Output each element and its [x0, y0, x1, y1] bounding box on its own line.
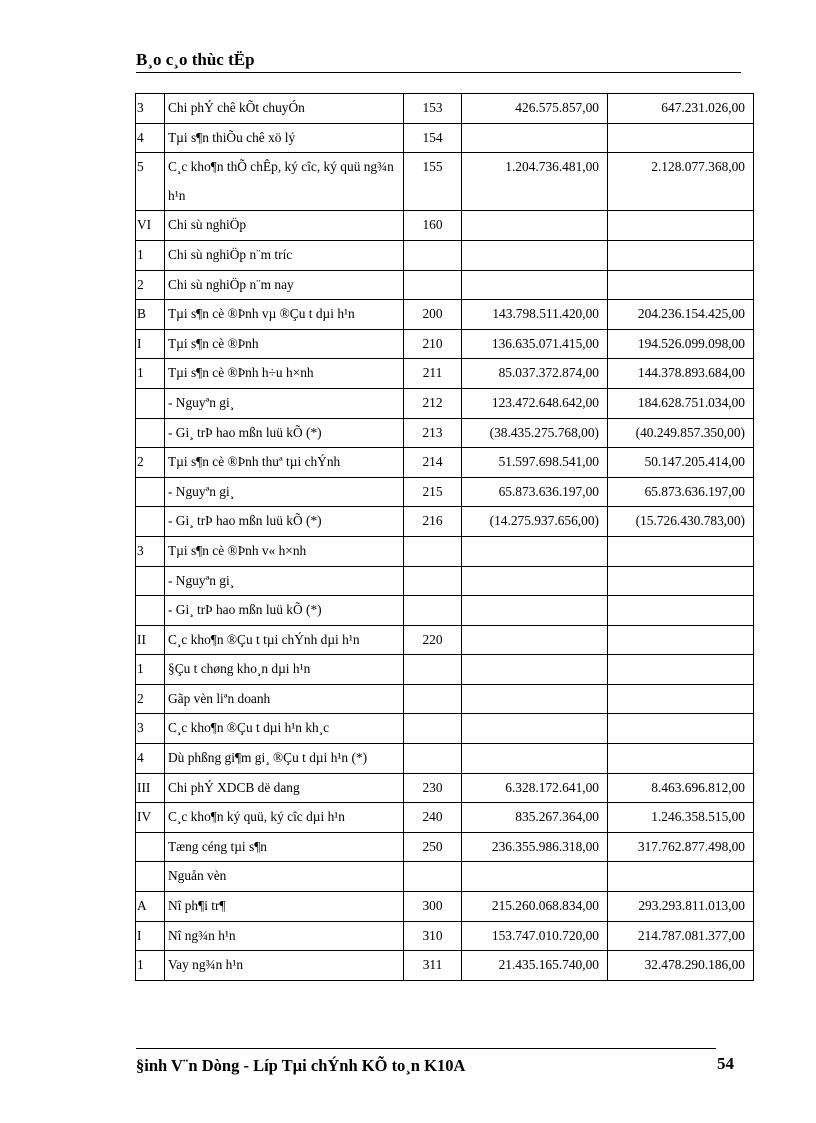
row-index: 2: [136, 448, 165, 478]
row-code: 310: [404, 921, 462, 951]
row-index: [136, 566, 165, 596]
row-name: C¸c kho¶n ®Çu t tµi chÝnh dµi h¹n: [165, 625, 404, 655]
table-row: [136, 270, 754, 300]
row-name: §Çu t chøng kho¸n dµi h¹n: [165, 655, 404, 685]
row-index: 3: [136, 94, 165, 124]
row-name: Chi phÝ chê kÕt chuyÓn: [165, 94, 404, 124]
row-value-end: [608, 596, 754, 626]
row-name: C¸c kho¶n thÕ chÊp, ký cîc, ký quü ng¾n h¹n: [165, 153, 404, 211]
row-index: 3: [136, 536, 165, 566]
row-value-start: 51.597.698.541,00: [462, 448, 608, 478]
row-index: [136, 862, 165, 892]
row-index: 3: [136, 714, 165, 744]
row-value-start: 835.267.364,00: [462, 803, 608, 833]
table-row: [136, 123, 754, 153]
row-value-end: 214.787.081.377,00: [608, 921, 754, 951]
row-name: Nguån vèn: [165, 862, 404, 892]
row-code: [404, 240, 462, 270]
table-row: [136, 951, 754, 981]
row-value-start: 1.204.736.481,00: [462, 153, 608, 211]
row-value-end: 293.293.811.013,00: [608, 892, 754, 922]
row-index: B: [136, 300, 165, 330]
row-value-end: (40.249.857.350,00): [608, 418, 754, 448]
row-value-end: [608, 684, 754, 714]
row-value-start: [462, 240, 608, 270]
row-code: 230: [404, 773, 462, 803]
row-value-start: [462, 655, 608, 685]
row-index: I: [136, 921, 165, 951]
row-index: 2: [136, 684, 165, 714]
row-value-start: [462, 123, 608, 153]
row-code: [404, 270, 462, 300]
footer-author: §inh V¨n Dòng - Líp Tµi chÝnh KÕ to¸n K10A: [136, 1056, 466, 1075]
row-value-end: 194.526.099.098,00: [608, 329, 754, 359]
table-row: [136, 211, 754, 241]
row-name: Nî ng¾n h¹n: [165, 921, 404, 951]
row-value-end: [608, 744, 754, 774]
row-code: 200: [404, 300, 462, 330]
row-code: 212: [404, 388, 462, 418]
row-index: [136, 596, 165, 626]
row-code: 154: [404, 123, 462, 153]
row-value-start: [462, 744, 608, 774]
row-value-end: 50.147.205.414,00: [608, 448, 754, 478]
row-name: Gãp vèn liªn doanh: [165, 684, 404, 714]
row-code: [404, 536, 462, 566]
table-row: [136, 94, 754, 124]
row-code: [404, 684, 462, 714]
table-row: [136, 536, 754, 566]
row-code: [404, 655, 462, 685]
page-header: B¸o c¸o thùc tËp: [136, 50, 255, 69]
page-number: 54: [717, 1054, 734, 1073]
row-name: Tµi s¶n cè ®Þnh vµ ®Çu t dµi h¹n: [165, 300, 404, 330]
row-name: - Nguyªn gi¸: [165, 477, 404, 507]
row-code: [404, 714, 462, 744]
row-code: [404, 862, 462, 892]
row-index: 4: [136, 123, 165, 153]
row-index: 5: [136, 153, 165, 211]
row-value-end: [608, 270, 754, 300]
row-code: 213: [404, 418, 462, 448]
row-value-start: 85.037.372.874,00: [462, 359, 608, 389]
table-row: [136, 625, 754, 655]
table-row: [136, 862, 754, 892]
row-index: 1: [136, 240, 165, 270]
table-row: [136, 566, 754, 596]
table-row: [136, 300, 754, 330]
row-value-start: [462, 684, 608, 714]
row-value-start: [462, 211, 608, 241]
row-value-end: 184.628.751.034,00: [608, 388, 754, 418]
row-code: [404, 596, 462, 626]
row-name: Chi sù nghiÖp n¨m nay: [165, 270, 404, 300]
row-value-start: 426.575.857,00: [462, 94, 608, 124]
row-value-start: [462, 566, 608, 596]
row-index: [136, 388, 165, 418]
row-name: Nî ph¶i tr¶: [165, 892, 404, 922]
row-name: - Nguyªn gi¸: [165, 566, 404, 596]
row-value-end: 32.478.290.186,00: [608, 951, 754, 981]
row-value-start: (38.435.275.768,00): [462, 418, 608, 448]
row-value-end: 2.128.077.368,00: [608, 153, 754, 211]
row-value-start: [462, 714, 608, 744]
table-row: [136, 744, 754, 774]
row-value-end: 317.762.877.498,00: [608, 832, 754, 862]
balance-sheet-table: [135, 93, 754, 981]
row-value-start: (14.275.937.656,00): [462, 507, 608, 537]
table-row: [136, 803, 754, 833]
row-index: IV: [136, 803, 165, 833]
row-name: - Nguyªn gi¸: [165, 388, 404, 418]
row-name: Dù phßng gi¶m gi¸ ®Çu t dµi h¹n (*): [165, 744, 404, 774]
table-row: [136, 418, 754, 448]
row-value-start: 153.747.010.720,00: [462, 921, 608, 951]
table-row: [136, 892, 754, 922]
row-value-end: [608, 566, 754, 596]
row-index: 1: [136, 359, 165, 389]
table-row: [136, 329, 754, 359]
row-name: Tµi s¶n cè ®Þnh v« h×nh: [165, 536, 404, 566]
row-index: A: [136, 892, 165, 922]
row-code: 214: [404, 448, 462, 478]
row-value-end: (15.726.430.783,00): [608, 507, 754, 537]
row-index: [136, 418, 165, 448]
row-name: C¸c kho¶n ®Çu t dµi h¹n kh¸c: [165, 714, 404, 744]
table-row: [136, 832, 754, 862]
row-code: 250: [404, 832, 462, 862]
row-name: - Gi¸ trÞ hao mßn luü kÕ (*): [165, 596, 404, 626]
row-value-start: 21.435.165.740,00: [462, 951, 608, 981]
row-code: 300: [404, 892, 462, 922]
row-name: Tµi s¶n thiÕu chê xö lý: [165, 123, 404, 153]
row-name: Chi sù nghiÖp: [165, 211, 404, 241]
table-row: [136, 240, 754, 270]
row-value-start: 143.798.511.420,00: [462, 300, 608, 330]
row-name: Vay ng¾n h¹n: [165, 951, 404, 981]
row-value-end: [608, 240, 754, 270]
footer-divider: [136, 1048, 716, 1049]
row-value-start: [462, 270, 608, 300]
table-row: [136, 477, 754, 507]
row-value-start: [462, 862, 608, 892]
row-index: 1: [136, 655, 165, 685]
table-row: [136, 507, 754, 537]
table-row: [136, 773, 754, 803]
row-code: 240: [404, 803, 462, 833]
table-row: [136, 714, 754, 744]
row-value-end: [608, 123, 754, 153]
row-value-end: [608, 536, 754, 566]
row-value-end: [608, 714, 754, 744]
row-value-end: 204.236.154.425,00: [608, 300, 754, 330]
row-value-end: 65.873.636.197,00: [608, 477, 754, 507]
row-value-end: 8.463.696.812,00: [608, 773, 754, 803]
table-row: [136, 596, 754, 626]
table-row: [136, 921, 754, 951]
row-value-end: [608, 625, 754, 655]
row-name: Tæng céng tµi s¶n: [165, 832, 404, 862]
table-row: [136, 388, 754, 418]
row-name: Chi sù nghiÖp n¨m tríc: [165, 240, 404, 270]
row-code: 216: [404, 507, 462, 537]
row-code: 220: [404, 625, 462, 655]
row-code: 153: [404, 94, 462, 124]
table-row: [136, 359, 754, 389]
row-value-end: [608, 211, 754, 241]
table-row: [136, 655, 754, 685]
row-index: 2: [136, 270, 165, 300]
row-value-start: [462, 596, 608, 626]
table-row: [136, 684, 754, 714]
row-index: VI: [136, 211, 165, 241]
row-code: [404, 744, 462, 774]
row-name: Tµi s¶n cè ®Þnh h÷u h×nh: [165, 359, 404, 389]
row-code: 210: [404, 329, 462, 359]
row-value-start: 65.873.636.197,00: [462, 477, 608, 507]
row-code: 311: [404, 951, 462, 981]
row-index: II: [136, 625, 165, 655]
row-code: 211: [404, 359, 462, 389]
header-divider: [136, 72, 741, 73]
row-value-start: 6.328.172.641,00: [462, 773, 608, 803]
row-name: - Gi¸ trÞ hao mßn luü kÕ (*): [165, 418, 404, 448]
table-row: [136, 153, 754, 211]
row-index: [136, 832, 165, 862]
row-value-end: [608, 655, 754, 685]
row-value-start: 236.355.986.318,00: [462, 832, 608, 862]
row-code: 215: [404, 477, 462, 507]
row-code: 155: [404, 153, 462, 211]
row-value-end: 144.378.893.684,00: [608, 359, 754, 389]
row-index: [136, 477, 165, 507]
row-index: I: [136, 329, 165, 359]
row-index: 1: [136, 951, 165, 981]
row-value-start: 215.260.068.834,00: [462, 892, 608, 922]
table-row: [136, 448, 754, 478]
row-value-start: [462, 536, 608, 566]
row-value-end: [608, 862, 754, 892]
row-code: 160: [404, 211, 462, 241]
row-value-end: 1.246.358.515,00: [608, 803, 754, 833]
row-name: - Gi¸ trÞ hao mßn luü kÕ (*): [165, 507, 404, 537]
row-value-start: 136.635.071.415,00: [462, 329, 608, 359]
row-name: C¸c kho¶n ký quü, ký cîc dµi h¹n: [165, 803, 404, 833]
row-code: [404, 566, 462, 596]
row-index: [136, 507, 165, 537]
row-value-end: 647.231.026,00: [608, 94, 754, 124]
table-body: [136, 94, 754, 981]
row-value-start: [462, 625, 608, 655]
row-index: III: [136, 773, 165, 803]
row-name: Chi phÝ XDCB dë dang: [165, 773, 404, 803]
row-value-start: 123.472.648.642,00: [462, 388, 608, 418]
row-index: 4: [136, 744, 165, 774]
row-name: Tµi s¶n cè ®Þnh thuª tµi chÝnh: [165, 448, 404, 478]
row-name: Tµi s¶n cè ®Þnh: [165, 329, 404, 359]
